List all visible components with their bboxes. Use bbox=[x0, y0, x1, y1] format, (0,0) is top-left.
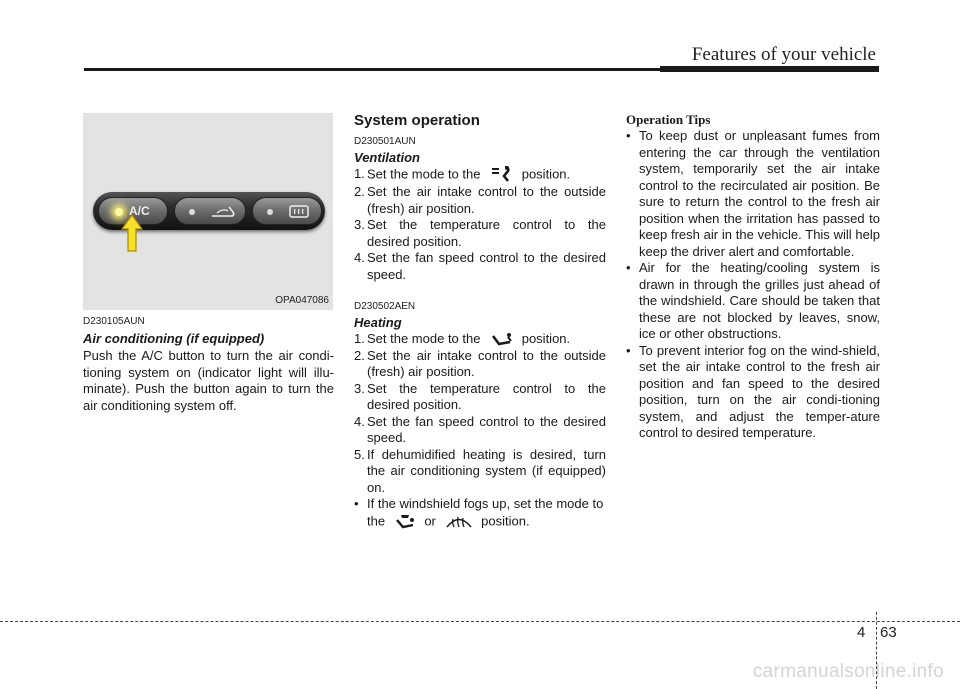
chapter-number: 4 bbox=[857, 624, 866, 641]
list-item: 1. Set the mode to the position. bbox=[354, 166, 606, 184]
header-rule-accent bbox=[660, 66, 879, 72]
ventilation-code: D230501AUN bbox=[354, 136, 416, 147]
operation-tips-list bbox=[626, 128, 880, 442]
heating-title: Heating bbox=[354, 315, 402, 330]
page-number: 63 bbox=[880, 624, 897, 641]
section-code: D230105AUN bbox=[83, 316, 145, 327]
air-conditioning-body: Push the A/C button to turn the air condi-tioning system on (indicator light will illu-minate). Push the button again to turn the air conditioning system off. bbox=[83, 348, 334, 413]
recirculation-button bbox=[174, 197, 246, 225]
floor-defrost-mode-icon bbox=[393, 513, 417, 531]
list-item: 4. Set the fan speed control to the desired speed. bbox=[354, 250, 606, 282]
rear-defrost-icon bbox=[287, 204, 311, 220]
heating-steps bbox=[354, 331, 606, 531]
list-item: 3. Set the temperature control to the desired position. bbox=[354, 217, 606, 249]
ac-panel-photo bbox=[83, 113, 333, 310]
air-conditioning-title: Air conditioning (if equipped) bbox=[83, 331, 265, 346]
footer-rule bbox=[0, 621, 960, 622]
list-item: 1. Set the mode to the position. bbox=[354, 331, 571, 346]
list-item: 3. Set the temperature control to the desired position. bbox=[354, 380, 606, 413]
operation-tips-title: Operation Tips bbox=[626, 112, 711, 127]
indicator-dot bbox=[267, 209, 273, 215]
list-item: 2. Set the air intake control to the outside (fresh) air position. bbox=[354, 347, 606, 380]
ac-button-label: A/C bbox=[129, 204, 150, 218]
recirculation-icon bbox=[209, 204, 237, 220]
arrow-up-icon bbox=[120, 213, 144, 253]
defrost-icon bbox=[444, 514, 474, 530]
list-item: • If the windshield fogs up, set the mode to the or position. bbox=[354, 496, 606, 531]
watermark: carmanualsonline.info bbox=[752, 661, 944, 682]
floor-mode-icon bbox=[488, 332, 514, 348]
running-header-title: Features of your vehicle bbox=[691, 44, 876, 65]
system-operation-heading: System operation bbox=[354, 112, 480, 129]
figure-caption: OPA047086 bbox=[275, 295, 329, 306]
list-item: • Air for the heating/cooling system is drawn in through the grilles just ahead of the windshield. Care should be taken that these are not blocked by leaves, snow, ice or other obstructions. bbox=[626, 260, 880, 341]
list-item: 2. Set the air intake control to the outside (fresh) air position. bbox=[354, 184, 606, 216]
rear-defrost-button bbox=[252, 197, 322, 225]
indicator-dot bbox=[189, 209, 195, 215]
face-vent-mode-icon bbox=[488, 166, 514, 184]
ventilation-steps bbox=[354, 166, 606, 283]
ventilation-title: Ventilation bbox=[354, 150, 420, 165]
list-item: • To prevent interior fog on the wind-shield, set the air intake control to the fresh air position and fan speed to the desired position, turn on the air condi-tioning system, and adjust the temper-ature control to desired temperature. bbox=[626, 342, 880, 440]
heating-code: D230502AEN bbox=[354, 301, 416, 312]
list-item: 4. Set the fan speed control to the desired speed. bbox=[354, 413, 606, 446]
list-item: 5. If dehumidified heating is desired, turn the air conditioning system (if equipped) on. bbox=[354, 446, 606, 495]
list-item: • To keep dust or unpleasant fumes from entering the car through the ventilation system, temporarily set the air intake control to the recirculated air position. Be sure to return the control to the fresh air position when the irritation has passed to keep fresh air in the vehicle. This will help keep the driver alert and comfortable. bbox=[626, 128, 880, 259]
